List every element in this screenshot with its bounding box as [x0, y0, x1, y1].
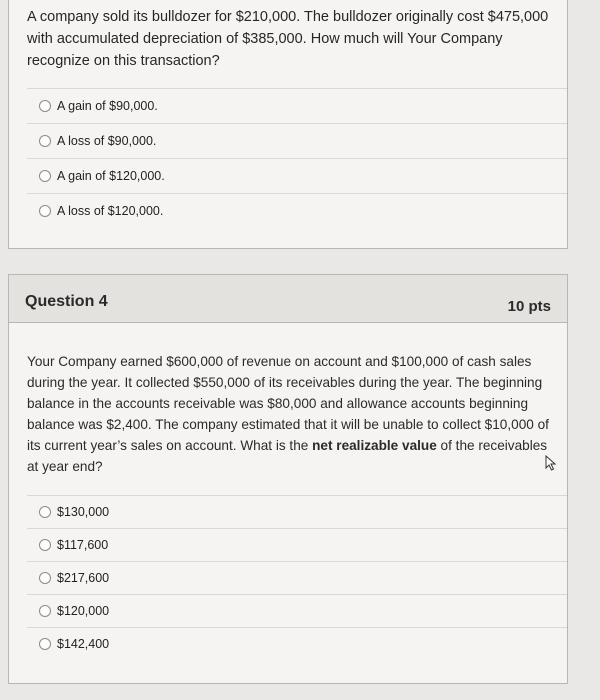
answer-option[interactable] [27, 594, 567, 627]
prompt-text: Your Company earned $600,000 of revenue on account and $100,000 of cash sales during the year. It collected $550,000 of its receivables during the year. The beginning balance in the accounts receivable was $80,000 and allowance accounts beginning balance was $2,400. The company estimated that it will be unable to collect $10,000 of its current year’s sales on account. What is the [27, 354, 549, 453]
answer-option-label: $130,000 [57, 505, 110, 519]
prompt-bold-text: net realizable value [312, 438, 437, 453]
prompt-text-end: of the receivables at year end? [27, 438, 548, 474]
answer-option-label: A gain of $90,000. [57, 99, 158, 113]
radio-button[interactable] [39, 605, 51, 617]
answer-option-label: $217,600 [57, 571, 110, 585]
radio-button[interactable] [39, 572, 51, 584]
answer-option[interactable] [27, 495, 567, 528]
answer-option-label: A loss of $120,000. [57, 204, 164, 218]
question-4-options [27, 495, 567, 660]
question-4-prompt [27, 351, 555, 477]
answer-option[interactable] [27, 561, 567, 594]
radio-button[interactable] [39, 170, 51, 182]
question-3-card [8, 0, 568, 249]
question-4-card [8, 274, 568, 684]
answer-option[interactable] [27, 123, 567, 158]
radio-button[interactable] [39, 506, 51, 518]
answer-option[interactable] [27, 528, 567, 561]
radio-button[interactable] [39, 638, 51, 650]
radio-button[interactable] [39, 135, 51, 147]
answer-option[interactable] [27, 158, 567, 193]
question-points: 10 pts [507, 298, 551, 315]
answer-option[interactable] [27, 193, 567, 228]
radio-button[interactable] [39, 205, 51, 217]
answer-option-label: A loss of $90,000. [57, 134, 157, 148]
answer-option-label: $120,000 [57, 604, 110, 618]
radio-button[interactable] [39, 100, 51, 112]
answer-option[interactable] [27, 88, 567, 123]
question-header [9, 275, 567, 323]
answer-option-label: A gain of $120,000. [57, 169, 165, 183]
question-title: Question 4 [25, 293, 108, 310]
question-3-prompt: A company sold its bulldozer for $210,000. The bulldozer originally cost $475,000 with accumulated depreciation of $385,000. How much will Your Company recognize on this transaction? [27, 9, 549, 69]
answer-option-label: $142,400 [57, 637, 110, 651]
mouse-pointer-icon [545, 455, 559, 471]
question-3-options [27, 88, 567, 228]
answer-option[interactable] [27, 627, 567, 660]
radio-button[interactable] [39, 539, 51, 551]
answer-option-label: $117,600 [57, 538, 109, 552]
